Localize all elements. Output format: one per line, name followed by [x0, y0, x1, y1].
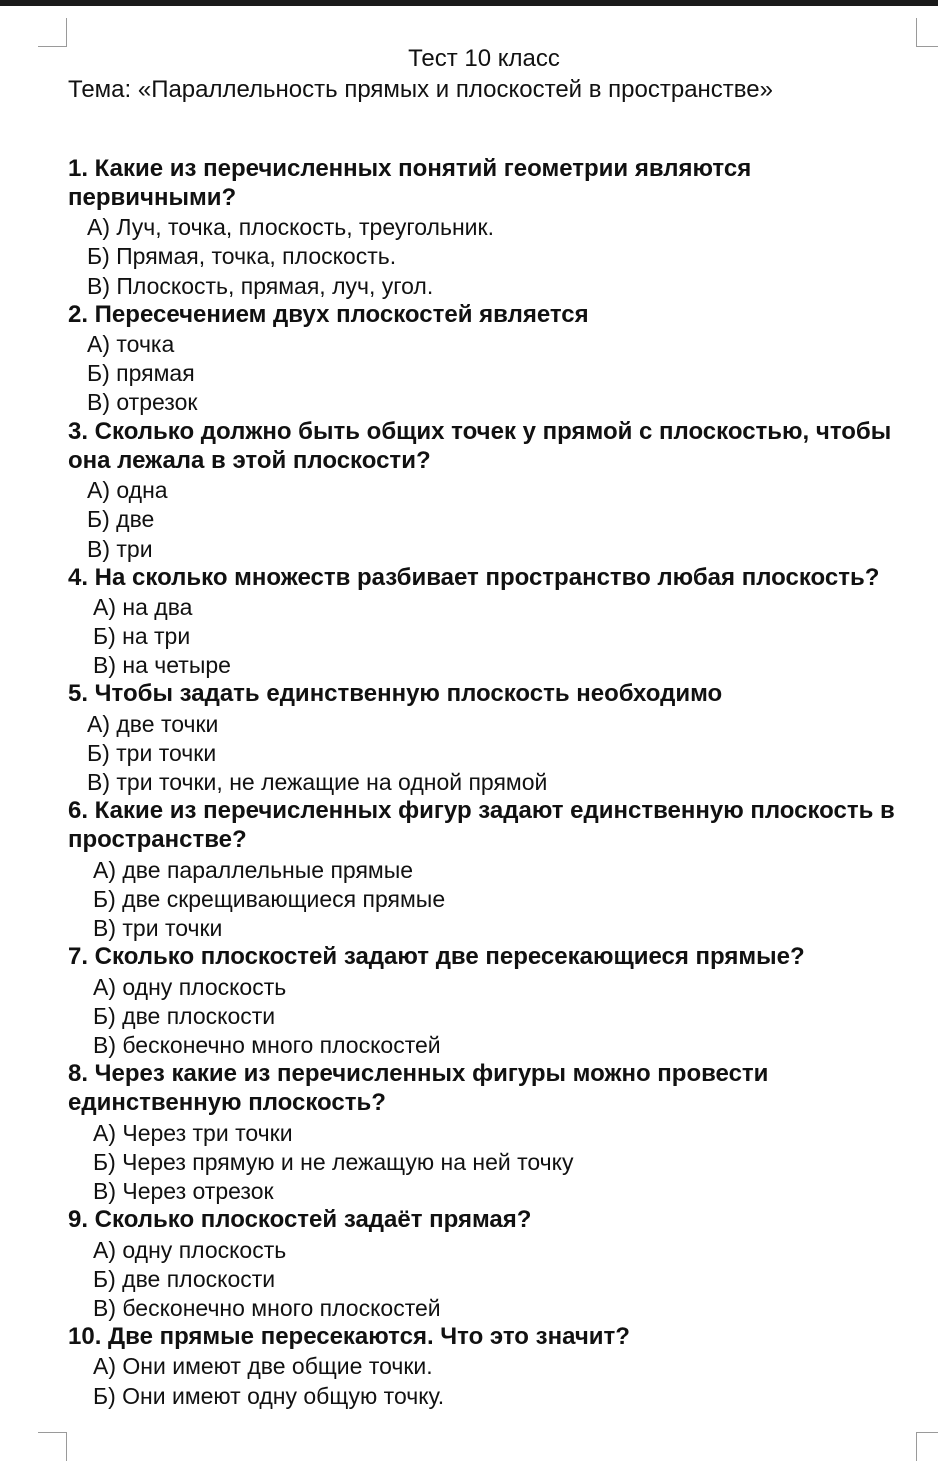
crop-mark-top-left — [38, 18, 67, 47]
question-3-text-cont: она лежала в этой плоскости? — [68, 447, 431, 474]
question-3-option-a: А) одна — [87, 477, 168, 503]
question-4-option-c: В) на четыре — [93, 652, 231, 678]
question-8-text-cont: единственную плоскость? — [68, 1089, 386, 1116]
question-7-option-b: Б) две плоскости — [93, 1003, 276, 1029]
question-7-option-a: А) одну плоскость — [93, 974, 287, 1000]
question-5-option-b: Б) три точки — [87, 740, 217, 766]
question-6-text-cont: пространстве? — [68, 826, 247, 853]
question-9-option-b: Б) две плоскости — [93, 1266, 276, 1292]
crop-mark-bottom-left — [38, 1432, 67, 1461]
question-4-option-b: Б) на три — [93, 623, 191, 649]
question-1-option-a: А) Луч, точка, плоскость, треугольник. — [87, 214, 494, 240]
question-8-text: 8. Через какие из перечисленных фигуры можно провести — [68, 1060, 769, 1087]
question-2-text: 2. Пересечением двух плоскостей является — [68, 301, 589, 328]
question-3-option-c: В) три — [87, 536, 153, 562]
question-10-option-a: А) Они имеют две общие точки. — [93, 1353, 433, 1379]
question-5-option-a: А) две точки — [87, 711, 219, 737]
question-5-text: 5. Чтобы задать единственную плоскость необходимо — [68, 680, 723, 707]
question-2-option-c: В) отрезок — [87, 389, 198, 415]
question-2-option-b: Б) прямая — [87, 360, 195, 386]
question-5-option-c: В) три точки, не лежащие на одной прямой — [87, 769, 548, 795]
question-6-option-b: Б) две скрещивающиеся прямые — [93, 886, 446, 912]
question-8-option-b: Б) Через прямую и не лежащую на ней точку — [93, 1149, 574, 1175]
question-1-text: 1. Какие из перечисленных понятий геометрии являются — [68, 155, 752, 182]
page-title: Тест 10 класс — [408, 45, 560, 72]
crop-mark-bottom-right — [916, 1432, 938, 1461]
question-1-text-cont: первичными? — [68, 184, 237, 211]
question-3-text: 3. Сколько должно быть общих точек у прямой с плоскостью, чтобы — [68, 418, 892, 445]
question-6-option-a: А) две параллельные прямые — [93, 857, 414, 883]
question-9-option-c: В) бесконечно много плоскостей — [93, 1295, 441, 1321]
top-border — [0, 0, 938, 6]
question-6-text: 6. Какие из перечисленных фигур задают единственную плоскость в — [68, 797, 895, 824]
question-4-option-a: А) на два — [93, 594, 193, 620]
question-2-option-a: А) точка — [87, 331, 175, 357]
question-8-option-a: А) Через три точки — [93, 1120, 293, 1146]
question-9-option-a: А) одну плоскость — [93, 1237, 287, 1263]
question-7-option-c: В) бесконечно много плоскостей — [93, 1032, 441, 1058]
question-9-text: 9. Сколько плоскостей задаёт прямая? — [68, 1206, 532, 1233]
question-1-option-b: Б) Прямая, точка, плоскость. — [87, 243, 397, 269]
question-7-text: 7. Сколько плоскостей задают две пересекающиеся прямые? — [68, 943, 805, 970]
question-10-option-b: Б) Они имеют одну общую точку. — [93, 1383, 445, 1409]
question-6-option-c: В) три точки — [93, 915, 223, 941]
question-10-text: 10. Две прямые пересекаются. Что это значит? — [68, 1323, 630, 1350]
crop-mark-top-right — [916, 18, 938, 47]
question-4-text: 4. На сколько множеств разбивает пространство любая плоскость? — [68, 564, 880, 591]
question-1-option-c: В) Плоскость, прямая, луч, угол. — [87, 273, 434, 299]
page-topic: Тема: «Параллельность прямых и плоскостей в пространстве» — [68, 76, 773, 103]
question-3-option-b: Б) две — [87, 506, 155, 532]
question-8-option-c: В) Через отрезок — [93, 1178, 274, 1204]
